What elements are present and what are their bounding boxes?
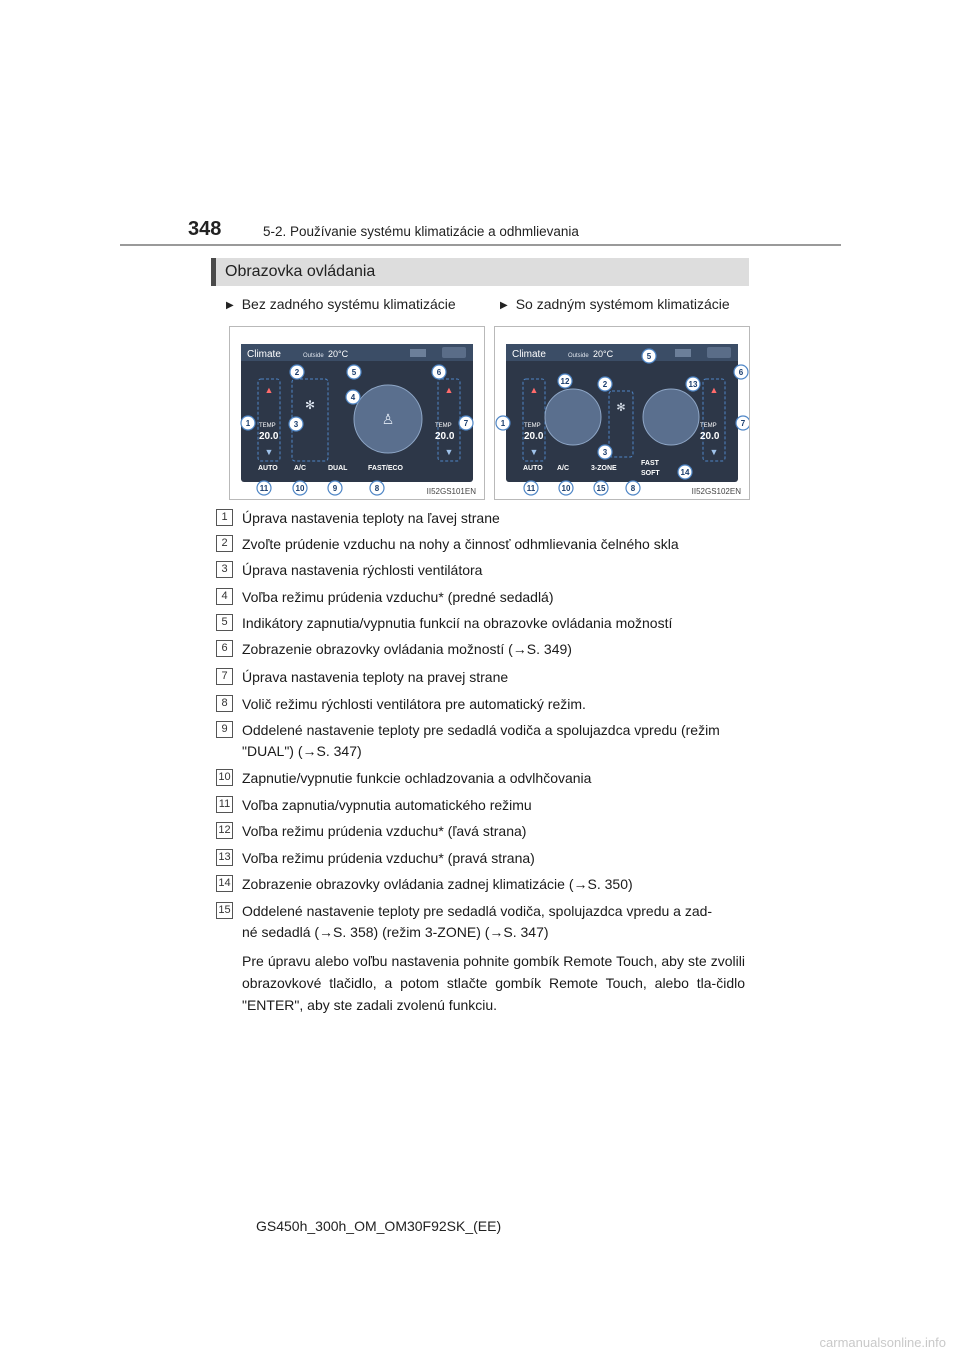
legend-text	[242, 768, 747, 789]
figure-code: II52GS102EN	[691, 487, 741, 496]
screen-title: Climate	[247, 349, 281, 360]
chapter-title: 5-2. Používanie systému klimatizácie a odhmlievania	[263, 224, 579, 239]
back-button-icon	[442, 347, 466, 358]
legend-text	[242, 821, 747, 842]
legend-text-line: Oddelené nastavenie teploty pre sedadlá vodiča, spolujazdca vpredu a zad-	[242, 903, 713, 919]
legend-number-badge: 8	[216, 695, 233, 712]
legend-number-badge: 3	[216, 561, 233, 578]
legend-text	[242, 560, 747, 581]
watermark: carmanualsonline.info	[819, 1335, 946, 1350]
callout-number-5: 5	[646, 352, 652, 361]
callout-number-11: 11	[259, 484, 269, 493]
legend-text-line: Voľba režimu prúdenia vzduchu* (predné sedadlá)	[242, 589, 554, 605]
seated-person-icon: ♙	[381, 411, 395, 427]
callout-number-9: 9	[332, 484, 338, 493]
callout-number-15: 15	[596, 484, 606, 493]
outside-label: Outside	[303, 353, 324, 359]
legend-text	[242, 694, 747, 715]
operation-note: Pre úpravu alebo voľbu nastavenia pohnite gombík Remote Touch, aby ste zvolili obrazovkové tlačidlo, a potom stlačte gombík Remote Touch, alebo tla-čidlo "ENTER", aby ste zadali zvolenú funkciu.	[242, 953, 745, 1013]
left-airflow-mode-dial	[545, 389, 601, 445]
left-temp-value: 20.0	[259, 431, 279, 442]
triangle-bullet-icon: ▶	[226, 300, 234, 311]
temp-up-arrow-icon: ▲	[444, 385, 454, 395]
screen-button-label: AUTO	[523, 465, 543, 472]
callout-number-11: 11	[526, 484, 536, 493]
legend-number-badge: 13	[216, 849, 233, 866]
screen-button-label: A/C	[557, 465, 570, 472]
left-temp-value: 20.0	[524, 431, 544, 442]
left-climate-screen-svg	[230, 327, 484, 499]
legend-text	[242, 534, 747, 555]
document-footer-code: GS450h_300h_OM_OM30F92SK_(EE)	[256, 1218, 502, 1234]
callout-number-3: 3	[293, 420, 299, 429]
temp-down-arrow-icon: ▼	[709, 447, 719, 457]
legend-number-badge: 1	[216, 509, 233, 526]
right-airflow-mode-dial	[643, 389, 699, 445]
left-figure-caption	[226, 296, 456, 312]
legend-text-line: Indikátory zapnutia/vypnutia funkcií na obrazovke ovládania možností	[242, 615, 673, 631]
callout-number-8: 8	[630, 484, 636, 493]
callout-number-10: 10	[561, 484, 571, 493]
legend-number-badge: 12	[216, 822, 233, 839]
left-climate-screen-figure	[229, 326, 485, 500]
legend-number-badge: 15	[216, 902, 233, 919]
temp-down-arrow-icon: ▼	[264, 447, 274, 457]
temp-up-arrow-icon: ▲	[529, 385, 539, 395]
section-heading-bar	[211, 258, 749, 286]
screen-button-label: DUAL	[328, 465, 348, 472]
temp-down-arrow-icon: ▼	[444, 447, 454, 457]
legend-text	[242, 639, 747, 660]
screen-button-label: 3-ZONE	[591, 465, 617, 472]
temp-up-arrow-icon: ▲	[264, 385, 274, 395]
callout-number-6: 6	[738, 368, 744, 377]
legend-text-line: Voľba režimu prúdenia vzduchu* (pravá strana)	[242, 850, 535, 866]
outside-temperature: 20°C	[328, 349, 349, 359]
figure-code: II52GS101EN	[426, 487, 476, 496]
legend-text-line: Voľba režimu prúdenia vzduchu* (ľavá strana)	[242, 823, 527, 839]
header-rule	[120, 244, 841, 246]
right-temp-label: TEMP	[700, 423, 717, 429]
screen-title: Climate	[512, 349, 546, 360]
legend-number-badge: 6	[216, 640, 233, 657]
legend-text-line: "DUAL") (→S. 347)	[242, 743, 362, 759]
legend-text-line: né sedadlá (→S. 358) (režim 3-ZONE) (→S. 347)	[242, 924, 549, 940]
legend-text-line: Volič režimu rýchlosti ventilátora pre automatický režim.	[242, 696, 586, 712]
legend-text-line: Úprava nastavenia teploty na ľavej strane	[242, 510, 500, 526]
right-climate-screen-figure	[494, 326, 750, 500]
legend-text-line: Voľba zapnutia/vypnutia automatického režimu	[242, 797, 532, 813]
legend-text	[242, 613, 747, 634]
callout-number-13: 13	[688, 380, 698, 389]
callout-number-8: 8	[374, 484, 380, 493]
legend-number-badge: 2	[216, 535, 233, 552]
callout-number-2: 2	[294, 368, 300, 377]
legend-text-line: Úprava nastavenia rýchlosti ventilátora	[242, 562, 483, 578]
temp-up-arrow-icon: ▲	[709, 385, 719, 395]
callout-number-7: 7	[740, 419, 746, 428]
right-figure-caption	[500, 296, 730, 312]
callout-number-3: 3	[602, 448, 608, 457]
outside-label: Outside	[568, 353, 589, 359]
left-caption-text: Bez zadného systému klimatizácie	[241, 296, 456, 312]
signal-status-icon	[675, 349, 691, 357]
legend-number-badge: 14	[216, 875, 233, 892]
triangle-bullet-icon: ▶	[500, 300, 508, 311]
legend-number-badge: 4	[216, 588, 233, 605]
legend-text-line: Úprava nastavenia teploty na pravej strane	[242, 669, 509, 685]
fan-icon: ✻	[616, 402, 626, 414]
callout-number-1: 1	[500, 419, 506, 428]
legend-text-line: Zvoľte prúdenie vzduchu na nohy a činnosť odhmlievania čelného skla	[242, 536, 679, 552]
page-number: 348	[188, 218, 222, 240]
legend-number-badge: 7	[216, 668, 233, 685]
legend-number-badge: 10	[216, 769, 233, 786]
callout-number-10: 10	[295, 484, 305, 493]
legend-number-badge: 11	[216, 796, 233, 813]
legend-text	[242, 508, 747, 529]
callout-number-7: 7	[463, 419, 469, 428]
legend-number-badge: 9	[216, 721, 233, 738]
section-heading-accent	[211, 258, 216, 286]
back-button-icon	[707, 347, 731, 358]
right-climate-screen-svg	[495, 327, 749, 499]
legend-text	[242, 667, 747, 688]
screen-button-label: AUTO	[258, 465, 278, 472]
screen-button-label: A/C	[294, 465, 307, 472]
outside-temperature: 20°C	[593, 349, 614, 359]
callout-number-2: 2	[602, 380, 608, 389]
right-temp-value: 20.0	[700, 431, 720, 442]
legend-text	[242, 587, 747, 608]
left-temp-label: TEMP	[524, 423, 541, 429]
section-title: Obrazovka ovládania	[225, 263, 376, 280]
legend-text	[242, 874, 747, 895]
screen-button-label: FAST	[641, 460, 659, 467]
callout-number-6: 6	[436, 368, 442, 377]
legend-text	[242, 720, 747, 762]
screen-button-label: SOFT	[641, 470, 660, 477]
signal-status-icon	[410, 349, 426, 357]
callout-number-1: 1	[245, 419, 251, 428]
legend-text-line: Zapnutie/vypnutie funkcie ochladzovania a odvlhčovania	[242, 770, 592, 786]
legend-text-line: Zobrazenie obrazovky ovládania možností (→S. 349)	[242, 641, 572, 657]
legend-text	[242, 901, 747, 943]
callout-number-4: 4	[350, 393, 356, 402]
legend-text-line: Zobrazenie obrazovky ovládania zadnej klimatizácie (→S. 350)	[242, 876, 633, 892]
legend-text	[242, 848, 747, 869]
legend-text	[242, 795, 747, 816]
callout-number-14: 14	[680, 468, 690, 477]
right-caption-text: So zadným systémom klimatizácie	[515, 296, 730, 312]
screen-button-label: FAST/ECO	[368, 465, 404, 472]
legend-text-line: Oddelené nastavenie teploty pre sedadlá vodiča a spolujazdca vpredu (režim	[242, 722, 720, 738]
left-temp-label: TEMP	[259, 423, 276, 429]
right-temp-value: 20.0	[435, 431, 455, 442]
temp-down-arrow-icon: ▼	[529, 447, 539, 457]
fan-icon: ✻	[304, 398, 316, 412]
callout-number-5: 5	[351, 368, 357, 377]
right-temp-label: TEMP	[435, 423, 452, 429]
callout-number-12: 12	[560, 377, 570, 386]
legend-number-badge: 5	[216, 614, 233, 631]
